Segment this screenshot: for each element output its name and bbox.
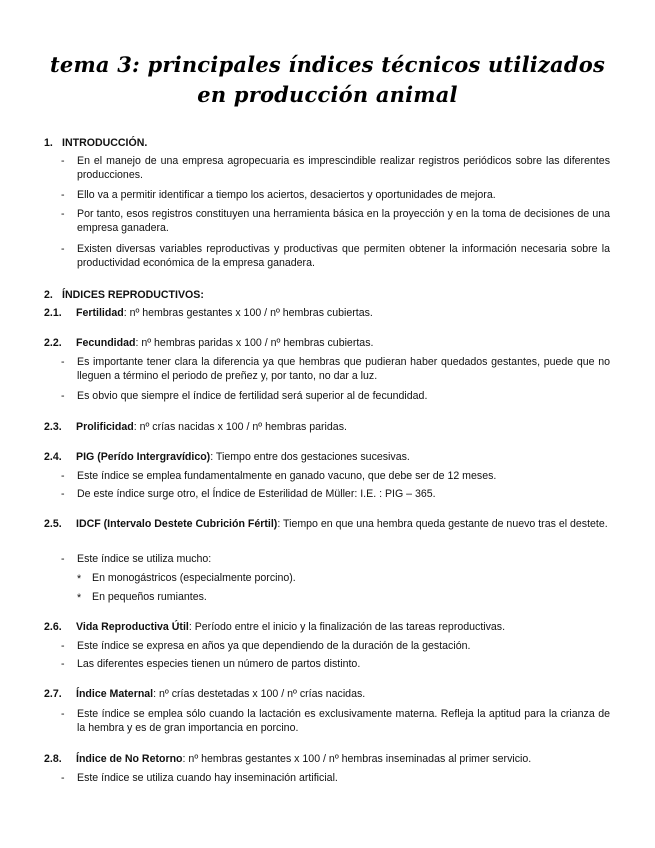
list-item: - Este índice se utiliza cuando hay inseminación artificial. (61, 772, 338, 784)
subsection-pig: 2.4. PIG (Perído Intergravídico): Tiempo entre dos gestaciones sucesivas. (44, 451, 410, 463)
subsection-prolificidad: 2.3. Prolificidad: nº crías nacidas x 100 / nº hembras paridas. (44, 421, 347, 433)
sub-list-item: * En pequeños rumiantes. (77, 591, 207, 604)
document-title: tema 3: principales índices técnicos utilizados en producción animal (50, 52, 605, 107)
list-item: - En el manejo de una empresa agropecuaria es imprescindible realizar registros periódicos sobre las diferentes producciones. (61, 155, 610, 182)
subsection-idcf: 2.5. IDCF (Intervalo Destete Cubrición Fértil): Tiempo en que una hembra queda gestante de nuevo tras el destete. (44, 518, 608, 530)
list-item: - Ello va a permitir identificar a tiempo los aciertos, desaciertos y oportunidades de mejora. (61, 189, 496, 201)
list-item: - Este índice se utiliza mucho: (61, 553, 212, 565)
list-item: - Por tanto, esos registros constituyen una herramienta básica en la proyección y en la toma de decisiones de una empresa ganadera. (61, 208, 610, 235)
list-item: - Existen diversas variables reproductivas y productivas que permiten obtener la información necesaria sobre la productividad económica de la empresa ganadera. (61, 243, 610, 270)
section-heading-introduccion: 1. INTRODUCCIÓN. (44, 137, 148, 149)
subsection-fecundidad: 2.2. Fecundidad: nº hembras paridas x 100 / nº hembras cubiertas. (44, 337, 374, 349)
list-item: - Este índice se expresa en años ya que dependiendo de la duración de la gestación. (61, 640, 471, 652)
list-item: - Este índice se emplea sólo cuando la lactación es exclusivamente materna. Refleja la aptitud para la crianza de la hembra y es de gran importancia en porcino. (61, 708, 610, 735)
subsection-vida-reproductiva: 2.6. Vida Reproductiva Útil: Período entre el inicio y la finalización de las tareas reproductivas. (44, 621, 506, 633)
list-item: - De este índice surge otro, el Índice de Esterilidad de Müller: I.E. : PIG – 365. (61, 488, 436, 500)
subsection-indice-no-retorno: 2.8. Índice de No Retorno: nº hembras gestantes x 100 / nº hembras inseminadas al primer servicio. (44, 753, 532, 765)
list-item: - Este índice se emplea fundamentalmente en ganado vacuno, que debe ser de 12 meses. (61, 470, 497, 482)
subsection-indice-maternal: 2.7. Índice Maternal: nº crías destetadas x 100 / nº crías nacidas. (44, 688, 366, 700)
list-item: - Es obvio que siempre el índice de fertilidad será superior al de fecundidad. (61, 390, 428, 402)
sub-list-item: * En monogástricos (especialmente porcino). (77, 572, 296, 585)
list-item: - Es importante tener clara la diferencia ya que hembras que pudieran haber quedados gestantes, puede que no lleguen a término el periodo de preñez y, por tanto, no dar a luz. (61, 356, 610, 383)
list-item: - Las diferentes especies tienen un número de partos distinto. (61, 658, 361, 670)
section-heading-indices-reproductivos: 2. ÍNDICES REPRODUCTIVOS: (44, 289, 204, 301)
subsection-fertilidad: 2.1. Fertilidad: nº hembras gestantes x 100 / nº hembras cubiertas. (44, 307, 373, 319)
